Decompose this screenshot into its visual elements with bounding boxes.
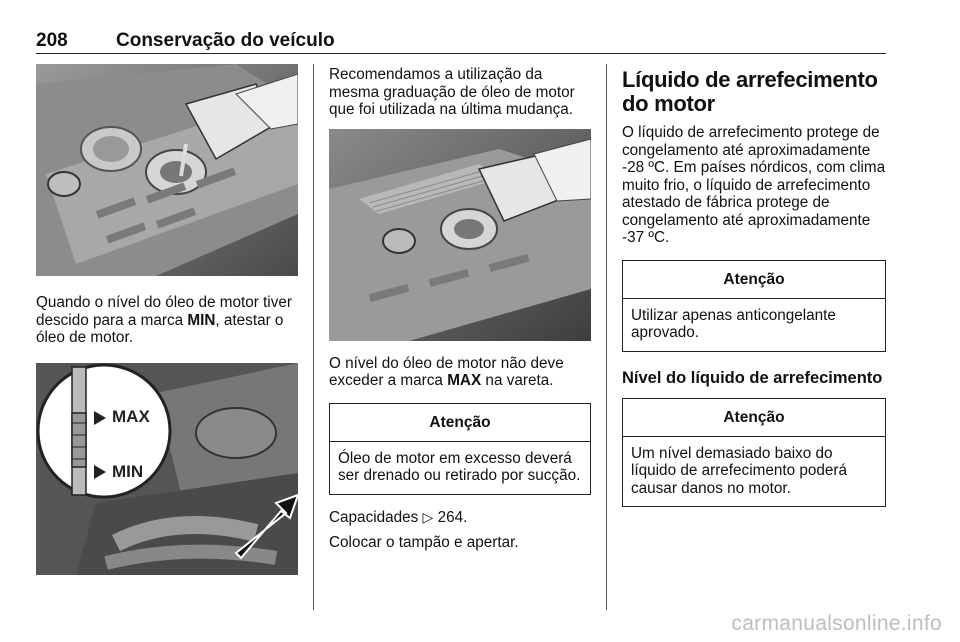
- refill-instruction: Quando o nível do óleo de motor tiver descido para a marca MIN, atestar o óleo de motor.: [36, 294, 292, 346]
- warning-text: Utilizar apenas anticongelante aprovado.: [631, 306, 836, 341]
- warning-title: Atenção: [623, 399, 885, 437]
- warning-text: Um nível demasiado baixo do líquido de arrefecimento poderá causar danos no motor.: [631, 444, 847, 497]
- coolant-heading: Líquido de arrefecimento do motor: [622, 67, 878, 116]
- column-2: [329, 64, 591, 552]
- watermark: carmanualsonline.info: [731, 612, 942, 635]
- dipstick-max-label: MAX: [112, 406, 150, 426]
- engine-oil-fill-photo: [36, 64, 298, 276]
- oil-excess-warning: [329, 403, 591, 495]
- page-header: [36, 28, 886, 54]
- column-divider-right: [606, 64, 607, 610]
- min-mark-label: MIN: [187, 311, 216, 329]
- coolant-description: O líquido de arrefecimento protege de congelamento até aproximadamente -28 ºC. Em países nórdicos, com clima muito frio, o líquido de arrefecimento atestado de fábrica protege de congelamento até aproximadamente -37 ºC.: [622, 124, 886, 246]
- column-divider-left: [313, 64, 314, 610]
- capacities-reference: Capacidades ▷ 264.: [329, 508, 468, 526]
- cap-instruction: Colocar o tampão e apertar.: [329, 534, 519, 551]
- engine-oil-pour-photo: [329, 129, 591, 341]
- capacities-page-link[interactable]: 264.: [437, 508, 468, 526]
- column-1: [36, 64, 298, 575]
- low-coolant-warning: [622, 398, 886, 508]
- warning-text: Óleo de motor em excesso deverá ser drenado ou retirado por sucção.: [338, 449, 581, 484]
- warning-title: Atenção: [623, 261, 885, 299]
- section-title: Conservação do veículo: [116, 30, 335, 51]
- dipstick-min-label: MIN: [112, 461, 144, 481]
- page-reference-icon[interactable]: ▷: [422, 508, 434, 525]
- max-level-note: O nível do óleo de motor não deve exceder a marca MAX na vareta.: [329, 354, 564, 389]
- antifreeze-warning: [622, 260, 886, 352]
- page-number: 208: [36, 30, 68, 51]
- oil-recommendation: Recomendamos a utilização da mesma graduação de óleo de motor que foi utilizada na última mudança.: [329, 66, 575, 118]
- column-3: [622, 64, 886, 507]
- max-mark-label: MAX: [447, 372, 482, 389]
- warning-title: Atenção: [330, 404, 590, 442]
- coolant-level-heading: Nível do líquido de arrefecimento: [622, 368, 883, 387]
- dipstick-photo: [36, 363, 298, 575]
